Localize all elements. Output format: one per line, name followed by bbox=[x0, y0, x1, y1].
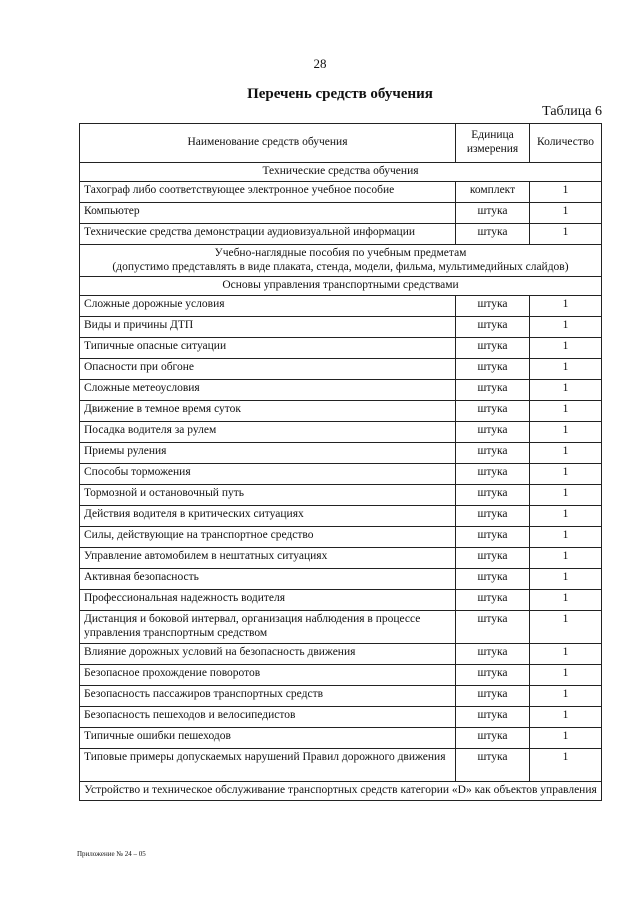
item-unit: штука bbox=[456, 223, 530, 244]
section-title-block bbox=[80, 244, 602, 277]
item-unit: штука bbox=[456, 506, 530, 527]
item-unit: штука bbox=[456, 338, 530, 359]
table-row bbox=[80, 569, 602, 590]
item-qty: 1 bbox=[530, 443, 602, 464]
item-name: Активная безопасность bbox=[80, 569, 456, 590]
item-name: Опасности при обгоне bbox=[80, 359, 456, 380]
item-qty: 1 bbox=[530, 665, 602, 686]
column-header-unit: Единица измерения bbox=[456, 124, 530, 163]
item-unit: штука bbox=[456, 422, 530, 443]
item-qty: 1 bbox=[530, 296, 602, 317]
item-name: Типовые примеры допускаемых нарушений Правил дорожного движения bbox=[80, 749, 456, 782]
item-qty: 1 bbox=[530, 485, 602, 506]
section-row bbox=[80, 782, 602, 801]
table-row bbox=[80, 527, 602, 548]
item-name: Профессиональная надежность водителя bbox=[80, 590, 456, 611]
item-unit: штука bbox=[456, 202, 530, 223]
item-name: Тормозной и остановочный путь bbox=[80, 485, 456, 506]
item-name: Компьютер bbox=[80, 202, 456, 223]
item-unit: штука bbox=[456, 728, 530, 749]
table-row bbox=[80, 749, 602, 782]
section-title: Технические средства обучения bbox=[80, 163, 602, 182]
training-equipment-table bbox=[79, 123, 602, 801]
item-unit: штука bbox=[456, 443, 530, 464]
section-title: Устройство и техническое обслуживание транспортных средств категории «D» как объектов управления bbox=[80, 782, 602, 801]
table-row bbox=[80, 317, 602, 338]
item-qty: 1 bbox=[530, 728, 602, 749]
section-subtitle: (допустимо представлять в виде плаката, стенда, модели, фильма, мультимедийных слайдов) bbox=[112, 260, 569, 273]
item-unit: штука bbox=[456, 527, 530, 548]
item-unit: штука bbox=[456, 317, 530, 338]
item-name: Типичные опасные ситуации bbox=[80, 338, 456, 359]
item-unit: комплект bbox=[456, 181, 530, 202]
table-row bbox=[80, 380, 602, 401]
item-qty: 1 bbox=[530, 380, 602, 401]
item-qty: 1 bbox=[530, 506, 602, 527]
column-header-qty: Количество bbox=[530, 124, 602, 163]
table-row bbox=[80, 707, 602, 728]
header-row bbox=[80, 124, 602, 163]
item-unit: штука bbox=[456, 686, 530, 707]
table-row bbox=[80, 464, 602, 485]
section-title: Основы управления транспортными средствами bbox=[80, 277, 602, 296]
item-name: Дистанция и боковой интервал, организация наблюдения в процессе управления транспортным средством bbox=[80, 611, 456, 644]
section-row bbox=[80, 277, 602, 296]
item-name: Сложные дорожные условия bbox=[80, 296, 456, 317]
table-row bbox=[80, 590, 602, 611]
document-title: Перечень средств обучения bbox=[247, 86, 433, 102]
item-name: Технические средства демонстрации аудиовизуальной информации bbox=[80, 223, 456, 244]
table-row bbox=[80, 611, 602, 644]
item-qty: 1 bbox=[530, 707, 602, 728]
item-qty: 1 bbox=[530, 527, 602, 548]
item-qty: 1 bbox=[530, 548, 602, 569]
table-row bbox=[80, 485, 602, 506]
item-unit: штука bbox=[456, 464, 530, 485]
footer-note: Приложение № 24 – 05 bbox=[77, 850, 146, 858]
table-row bbox=[80, 686, 602, 707]
item-qty: 1 bbox=[530, 223, 602, 244]
item-name: Силы, действующие на транспортное средство bbox=[80, 527, 456, 548]
item-qty: 1 bbox=[530, 686, 602, 707]
item-unit: штука bbox=[456, 590, 530, 611]
table-row bbox=[80, 422, 602, 443]
table-row bbox=[80, 296, 602, 317]
item-name: Безопасность пешеходов и велосипедистов bbox=[80, 707, 456, 728]
item-qty: 1 bbox=[530, 401, 602, 422]
table-row bbox=[80, 181, 602, 202]
item-qty: 1 bbox=[530, 338, 602, 359]
column-header-name: Наименование средств обучения bbox=[80, 124, 456, 163]
item-unit: штука bbox=[456, 665, 530, 686]
table-row bbox=[80, 644, 602, 665]
table-row bbox=[80, 506, 602, 527]
item-name: Безопасность пассажиров транспортных средств bbox=[80, 686, 456, 707]
section-title: Учебно-наглядные пособия по учебным предметам bbox=[214, 246, 467, 259]
item-qty: 1 bbox=[530, 422, 602, 443]
table-row bbox=[80, 223, 602, 244]
item-qty: 1 bbox=[530, 359, 602, 380]
item-name: Способы торможения bbox=[80, 464, 456, 485]
section-row bbox=[80, 163, 602, 182]
item-qty: 1 bbox=[530, 181, 602, 202]
item-unit: штука bbox=[456, 296, 530, 317]
item-name: Сложные метеоусловия bbox=[80, 380, 456, 401]
item-name: Управление автомобилем в нештатных ситуациях bbox=[80, 548, 456, 569]
item-unit: штука bbox=[456, 644, 530, 665]
item-unit: штука bbox=[456, 611, 530, 644]
item-unit: штука bbox=[456, 548, 530, 569]
item-unit: штука bbox=[456, 569, 530, 590]
item-name: Приемы руления bbox=[80, 443, 456, 464]
item-qty: 1 bbox=[530, 202, 602, 223]
item-name: Безопасное прохождение поворотов bbox=[80, 665, 456, 686]
item-qty: 1 bbox=[530, 569, 602, 590]
item-name: Движение в темное время суток bbox=[80, 401, 456, 422]
item-name: Типичные ошибки пешеходов bbox=[80, 728, 456, 749]
item-unit: штука bbox=[456, 401, 530, 422]
table-row bbox=[80, 202, 602, 223]
item-unit: штука bbox=[456, 359, 530, 380]
item-qty: 1 bbox=[530, 590, 602, 611]
item-name: Посадка водителя за рулем bbox=[80, 422, 456, 443]
item-unit: штука bbox=[456, 485, 530, 506]
table-row bbox=[80, 548, 602, 569]
table-row bbox=[80, 401, 602, 422]
table-row bbox=[80, 338, 602, 359]
item-qty: 1 bbox=[530, 317, 602, 338]
table-row bbox=[80, 728, 602, 749]
item-name: Действия водителя в критических ситуациях bbox=[80, 506, 456, 527]
item-qty: 1 bbox=[530, 749, 602, 782]
table-row bbox=[80, 665, 602, 686]
item-unit: штука bbox=[456, 749, 530, 782]
table-row bbox=[80, 359, 602, 380]
section-row bbox=[80, 244, 602, 277]
table-row bbox=[80, 443, 602, 464]
item-qty: 1 bbox=[530, 611, 602, 644]
table-body bbox=[80, 163, 602, 801]
item-name: Тахограф либо соответствующее электронное учебное пособие bbox=[80, 181, 456, 202]
page-number: 28 bbox=[313, 56, 327, 71]
table-label: Таблица 6 bbox=[542, 104, 602, 119]
item-name: Влияние дорожных условий на безопасность движения bbox=[80, 644, 456, 665]
item-unit: штука bbox=[456, 380, 530, 401]
item-qty: 1 bbox=[530, 644, 602, 665]
item-unit: штука bbox=[456, 707, 530, 728]
item-qty: 1 bbox=[530, 464, 602, 485]
item-name: Виды и причины ДТП bbox=[80, 317, 456, 338]
